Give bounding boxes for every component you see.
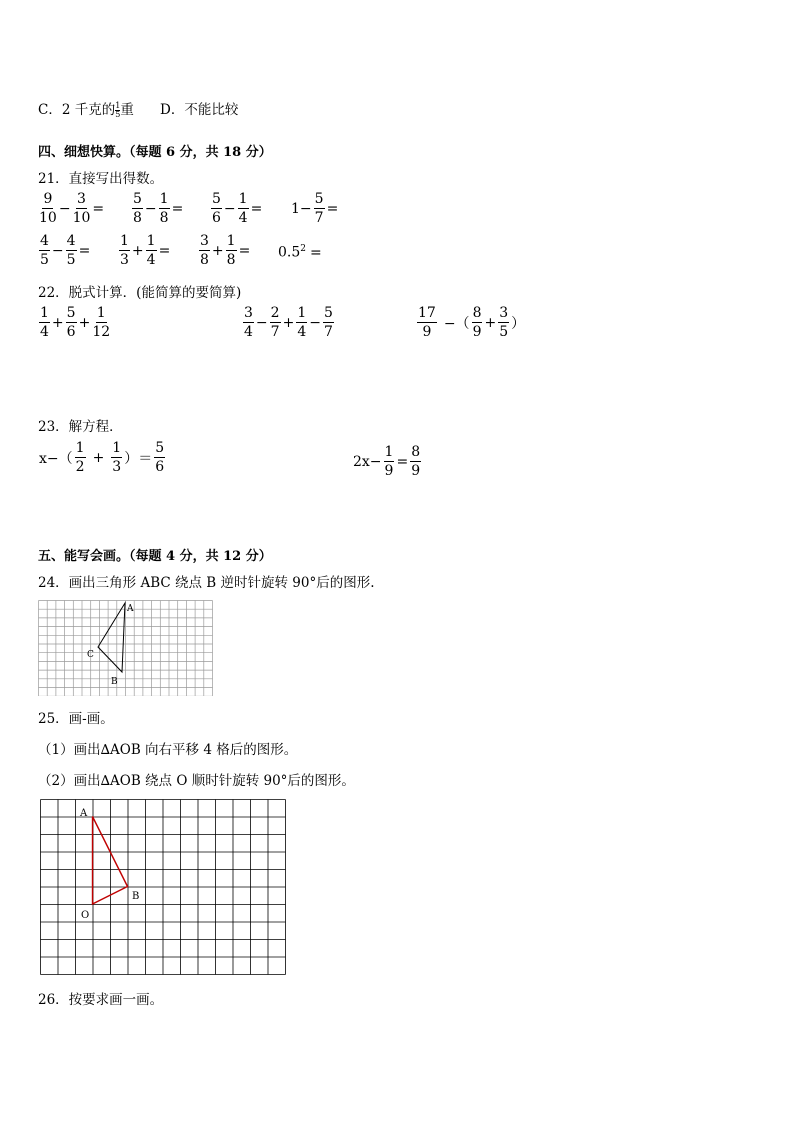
fraction: $\frac{17}{9}$ [418, 305, 436, 340]
q23-eq-2: 2x− $\frac{1}{9}$ = $\frac{8}{9}$ [353, 444, 421, 479]
fraction: $\frac{1}{2}$ [75, 440, 85, 475]
option-c-text: C．2 千克的 [38, 102, 116, 118]
q26-label: 26．按要求画一画。 [38, 992, 164, 1008]
point-c-label: C [87, 650, 94, 660]
fraction: $\frac{1}{4}$ [40, 305, 49, 340]
point-b-label: B [132, 891, 140, 902]
option-c-suffix: 重 [120, 102, 134, 118]
fraction: $\frac{5}{6}$ [155, 440, 165, 475]
point-a-label: A [80, 808, 88, 819]
fraction: $\frac{1}{4}$ [297, 305, 307, 340]
point-o-label: O [81, 910, 90, 921]
fraction: $\frac{1}{8}$ [159, 191, 169, 226]
q25-sub2: （2）画出∆AOB 绕点 O 顺时针旋转 90°后的图形。 [38, 773, 355, 789]
q21-item-3: $\frac{5}{6}$ − $\frac{1}{4}$ = [212, 191, 263, 226]
option-d: D．不能比较 [160, 102, 239, 118]
fraction: $\frac{1}{4}$ [146, 233, 156, 268]
q21-item-8: $0.5^2$ = [278, 244, 322, 261]
fraction: $\frac{1}{3}$ [120, 233, 129, 268]
fraction: $\frac{1}{8}$ [226, 233, 236, 268]
q25-label: 25．画-画。 [38, 711, 114, 727]
q22-expr-2: $\frac{3}{4}$ − $\frac{2}{7}$ + $\frac{1}{4}$ − $\frac{5}{7}$ [244, 305, 333, 340]
fraction: $\frac{2}{7}$ [270, 305, 280, 340]
section4-title: 四、细想快算。（每题 6 分，共 18 分） [38, 145, 272, 160]
q25-sub1: （1）画出∆AOB 向右平移 4 格后的图形。 [38, 742, 298, 758]
fraction: $\frac{1}{3}$ [112, 440, 122, 475]
q24-label: 24．画出三角形 ABC 绕点 B 逆时针旋转 90°后的图形. [38, 575, 375, 591]
q22-expr-3: $\frac{17}{9}$ −（ $\frac{8}{9}$ + $\frac{3}{5}$ ） [418, 305, 526, 340]
fraction: $\frac{5}{6}$ [66, 305, 76, 340]
q21-item-1: $\frac{9}{10}$ − $\frac{3}{10}$ = [39, 191, 105, 226]
q22-label: 22．脱式计算．(能简算的要简算) [38, 285, 242, 301]
grid-lines [39, 601, 213, 697]
fraction: $\frac{5}{7}$ [323, 305, 333, 340]
q21-item-4: 1− $\frac{5}{7}$ = [291, 191, 339, 226]
q21-label: 21．直接写出得数。 [38, 171, 164, 187]
fraction: $\frac{3}{8}$ [200, 233, 209, 268]
fraction-denominator: 5 [115, 110, 121, 119]
q25-grid-figure [40, 799, 288, 976]
fraction: $\frac{3}{10}$ [72, 191, 91, 226]
q23-eq-1: x−（ $\frac{1}{2}$ + $\frac{1}{3}$ ）＝ $\frac{5}{6}$ [39, 440, 165, 475]
section5-title: 五、能写会画。（每题 4 分，共 12 分） [38, 549, 272, 564]
q21-item-2: $\frac{5}{8}$ − $\frac{1}{8}$ = [133, 191, 184, 226]
point-a-label: A [127, 604, 134, 614]
fraction: $\frac{5}{6}$ [212, 191, 221, 226]
q22-expr-1: $\frac{1}{4}$ + $\frac{5}{6}$ + $\frac{1}{12}$ [40, 305, 111, 340]
q21-item-6: $\frac{1}{3}$ + $\frac{1}{4}$ = [120, 233, 171, 268]
fraction: $\frac{1}{12}$ [92, 305, 111, 340]
fraction: $\frac{1}{9}$ [384, 444, 394, 479]
fraction: $\frac{1}{4}$ [238, 191, 248, 226]
option-c [38, 98, 134, 119]
fraction: $\frac{3}{4}$ [244, 305, 253, 340]
point-b-label: B [111, 677, 118, 687]
triangle-aob [93, 817, 128, 905]
fraction: $\frac{8}{9}$ [472, 305, 482, 340]
fraction: $\frac{5}{7}$ [314, 191, 324, 226]
fraction: $\frac{4}{5}$ [40, 233, 49, 268]
fraction: $\frac{8}{9}$ [411, 444, 421, 479]
fraction: $\frac{5}{8}$ [133, 191, 142, 226]
q21-item-5: $\frac{4}{5}$ − $\frac{4}{5}$ = [40, 233, 91, 268]
grid-lines [41, 800, 286, 975]
fraction-numerator: 1 [115, 101, 121, 110]
fraction: $\frac{4}{5}$ [66, 233, 76, 268]
fraction: $\frac{9}{10}$ [39, 191, 57, 226]
q24-grid-figure [38, 600, 218, 696]
q21-item-7: $\frac{3}{8}$ + $\frac{1}{8}$ = [200, 233, 251, 268]
fraction: $\frac{3}{5}$ [499, 305, 509, 340]
q23-label: 23．解方程． [38, 419, 123, 435]
